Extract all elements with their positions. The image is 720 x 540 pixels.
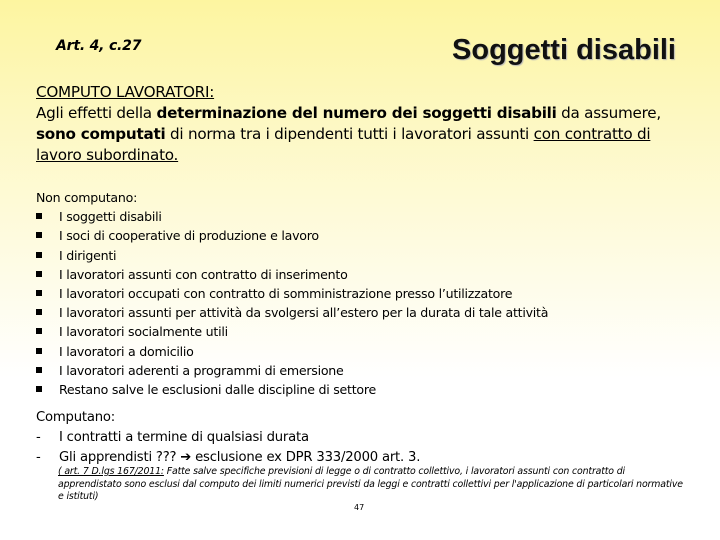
list-item-text: I lavoratori a domicilio [59, 343, 194, 359]
computo-text-2: determinazione del numero dei soggetti disabili [156, 104, 557, 122]
square-bullet-icon [36, 271, 42, 277]
list-item [36, 342, 548, 361]
list-item-text: I soggetti disabili [59, 209, 162, 225]
non-computano-heading: Non computano: [36, 190, 138, 205]
list-item [36, 226, 548, 245]
list-item-text: I lavoratori socialmente utili [59, 324, 228, 340]
list-item [36, 207, 548, 226]
list-item-text: I lavoratori occupati con contratto di somministrazione presso l’utilizzatore [59, 286, 513, 302]
list-item-text: I contratti a termine di qualsiasi durata [59, 430, 309, 445]
computano-section [36, 408, 420, 468]
footnote-reference: ( art. 7 D.lgs 167/2011: [58, 466, 164, 477]
page-title: Soggetti disabili [452, 34, 676, 66]
page-number: 47 [354, 503, 365, 512]
square-bullet-icon [36, 367, 42, 373]
list-item [36, 361, 548, 380]
footnote [58, 466, 684, 504]
computano-heading: Computano: [36, 410, 115, 425]
list-item [36, 246, 548, 265]
list-item [36, 448, 420, 468]
list-item [36, 428, 420, 448]
computo-text-3: da assumere, [556, 104, 661, 122]
computo-text-5: di norma tra i dipendenti tutti i lavoratori assunti [165, 125, 534, 143]
list-item [36, 284, 548, 303]
square-bullet-icon [36, 213, 42, 219]
dash-bullet: - [36, 430, 41, 445]
square-bullet-icon [36, 309, 42, 315]
square-bullet-icon [36, 252, 42, 258]
footnote-text: Fatte salve specifiche previsioni di legge o di contratto collettivo, i lavoratori assunti con contratto di apprendistato sono esclusi dal computo dei limiti numerici previsti da leggi e contratti collettivi per l'applicazione di particolari normative e istituti) [58, 466, 683, 502]
list-item-text: Restano salve le esclusioni dalle discipline di settore [59, 382, 376, 398]
list-item-text: I dirigenti [59, 247, 117, 263]
square-bullet-icon [36, 348, 42, 354]
computo-heading: COMPUTO LAVORATORI: [36, 83, 215, 101]
list-item-text: Gli apprendisti ??? ➔ esclusione ex DPR 333/2000 art. 3. [59, 450, 421, 465]
list-item [36, 303, 548, 322]
computo-text-6: con contratto di lavoro subordinato. [36, 125, 651, 164]
list-item [36, 380, 548, 399]
list-item-text: I lavoratori assunti per attività da svolgersi all’estero per la durata di tale attività [59, 305, 549, 321]
square-bullet-icon [36, 232, 42, 238]
square-bullet-icon [36, 328, 42, 334]
non-computano-list [36, 207, 548, 399]
computo-text-1: Agli effetti della [36, 104, 157, 122]
square-bullet-icon [36, 290, 42, 296]
article-reference: Art. 4, c.27 [56, 38, 142, 54]
list-item-text: I lavoratori aderenti a programmi di emersione [59, 362, 344, 378]
list-item-text: I lavoratori assunti con contratto di inserimento [59, 266, 348, 282]
computo-text-4: sono computati [36, 125, 166, 143]
list-item-text: I soci di cooperative di produzione e lavoro [59, 228, 319, 244]
computo-paragraph [36, 82, 684, 166]
list-item [36, 265, 548, 284]
list-item [36, 322, 548, 341]
non-computano-section [36, 188, 548, 399]
dash-bullet: - [36, 450, 41, 465]
square-bullet-icon [36, 386, 42, 392]
